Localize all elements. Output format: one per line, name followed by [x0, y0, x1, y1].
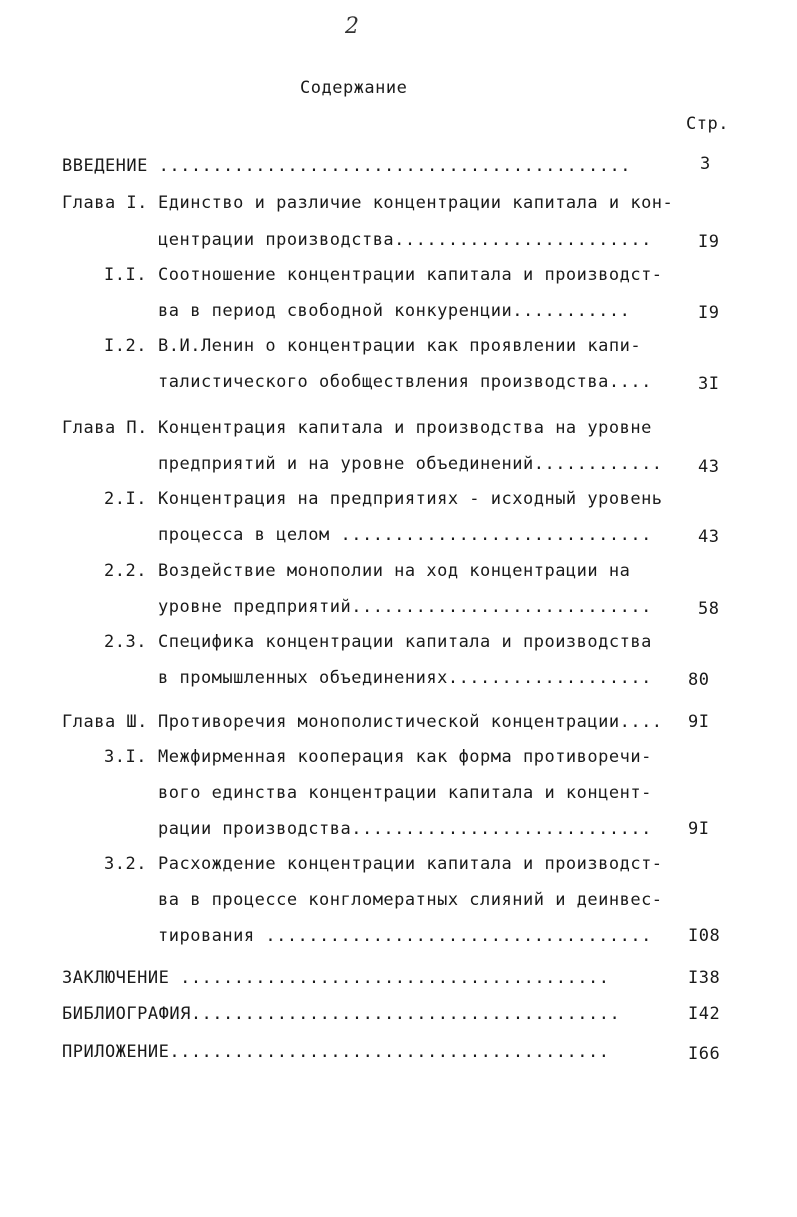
toc-entry-text: Воздействие монополии на ход концентрации на: [158, 561, 631, 581]
toc-entry-text: Соотношение концентрации капитала и производст-: [158, 265, 663, 285]
toc-entry-page: I08: [688, 926, 721, 946]
toc-entry-text: Концентрация на предприятиях - исходный уровень: [158, 489, 663, 509]
toc-entry-page: I9: [698, 232, 720, 252]
toc-entry-text: ЗАКЛЮЧЕНИЕ ........................................: [62, 968, 610, 988]
toc-entry-text: тирования ....................................: [158, 926, 652, 946]
toc-entry-page: 3I: [698, 374, 720, 394]
toc-entry-page: 43: [698, 457, 720, 477]
page-number: 2: [345, 14, 360, 39]
toc-entry-text: Концентрация капитала и производства на уровне: [158, 418, 652, 438]
toc-entry-text: в промышленных объединениях...................: [158, 668, 652, 688]
toc-entry-number: I.2.: [104, 336, 147, 356]
toc-entry-text: ва в период свободной конкуренции...........: [158, 301, 631, 321]
toc-entry-page: 43: [698, 527, 720, 547]
toc-entry-page: I38: [688, 968, 721, 988]
toc-entry-number: Глава I.: [62, 193, 148, 213]
toc-entry-text: БИБЛИОГРАФИЯ........................................: [62, 1004, 621, 1024]
toc-entry-page: I9: [698, 303, 720, 323]
toc-entry-text: рации производства............................: [158, 819, 652, 839]
toc-entry-text: Специфика концентрации капитала и производства: [158, 632, 652, 652]
toc-entry-text: талистического обобществления производства....: [158, 372, 652, 392]
toc-entry-text: ВВЕДЕНИЕ ............................................: [62, 156, 631, 176]
toc-entry-number: 3.2.: [104, 854, 147, 874]
page-title: Содержание: [300, 78, 408, 98]
page-column-header: Стр.: [686, 114, 729, 134]
toc-entry-text: уровне предприятий............................: [158, 597, 652, 617]
toc-entry-number: I.I.: [104, 265, 147, 285]
toc-entry-page: 58: [698, 599, 720, 619]
toc-entry-page: I66: [688, 1044, 721, 1064]
toc-entry-text: ПРИЛОЖЕНИЕ.........................................: [62, 1042, 610, 1062]
toc-entry-number: 3.I.: [104, 747, 147, 767]
toc-entry-text: процесса в целом .............................: [158, 525, 652, 545]
toc-entry-text: Расхождение концентрации капитала и производст-: [158, 854, 663, 874]
toc-entry-text: предприятий и на уровне объединений............: [158, 454, 663, 474]
toc-entry-number: 2.2.: [104, 561, 147, 581]
toc-entry-text: Противоречия монополистической концентрации....: [158, 712, 663, 732]
toc-entry-number: Глава Ш.: [62, 712, 148, 732]
toc-entry-text: центрации производства........................: [158, 230, 652, 250]
toc-entry-text: Единство и различие концентрации капитала и кон-: [158, 193, 674, 213]
toc-entry-text: В.И.Ленин о концентрации как проявлении капи-: [158, 336, 642, 356]
toc-entry-number: 2.I.: [104, 489, 147, 509]
toc-entry-page: 3: [700, 154, 711, 174]
toc-entry-page: 9I: [688, 712, 710, 732]
toc-entry-text: ва в процессе конгломератных слияний и деинвес-: [158, 890, 663, 910]
toc-entry-text: Межфирменная кооперация как форма противоречи-: [158, 747, 652, 767]
toc-entry-text: вого единства концентрации капитала и концент-: [158, 783, 652, 803]
toc-entry-number: 2.3.: [104, 632, 147, 652]
toc-entry-number: Глава П.: [62, 418, 148, 438]
toc-entry-page: I42: [688, 1004, 721, 1024]
toc-entry-page: 9I: [688, 819, 710, 839]
toc-entry-page: 80: [688, 670, 710, 690]
